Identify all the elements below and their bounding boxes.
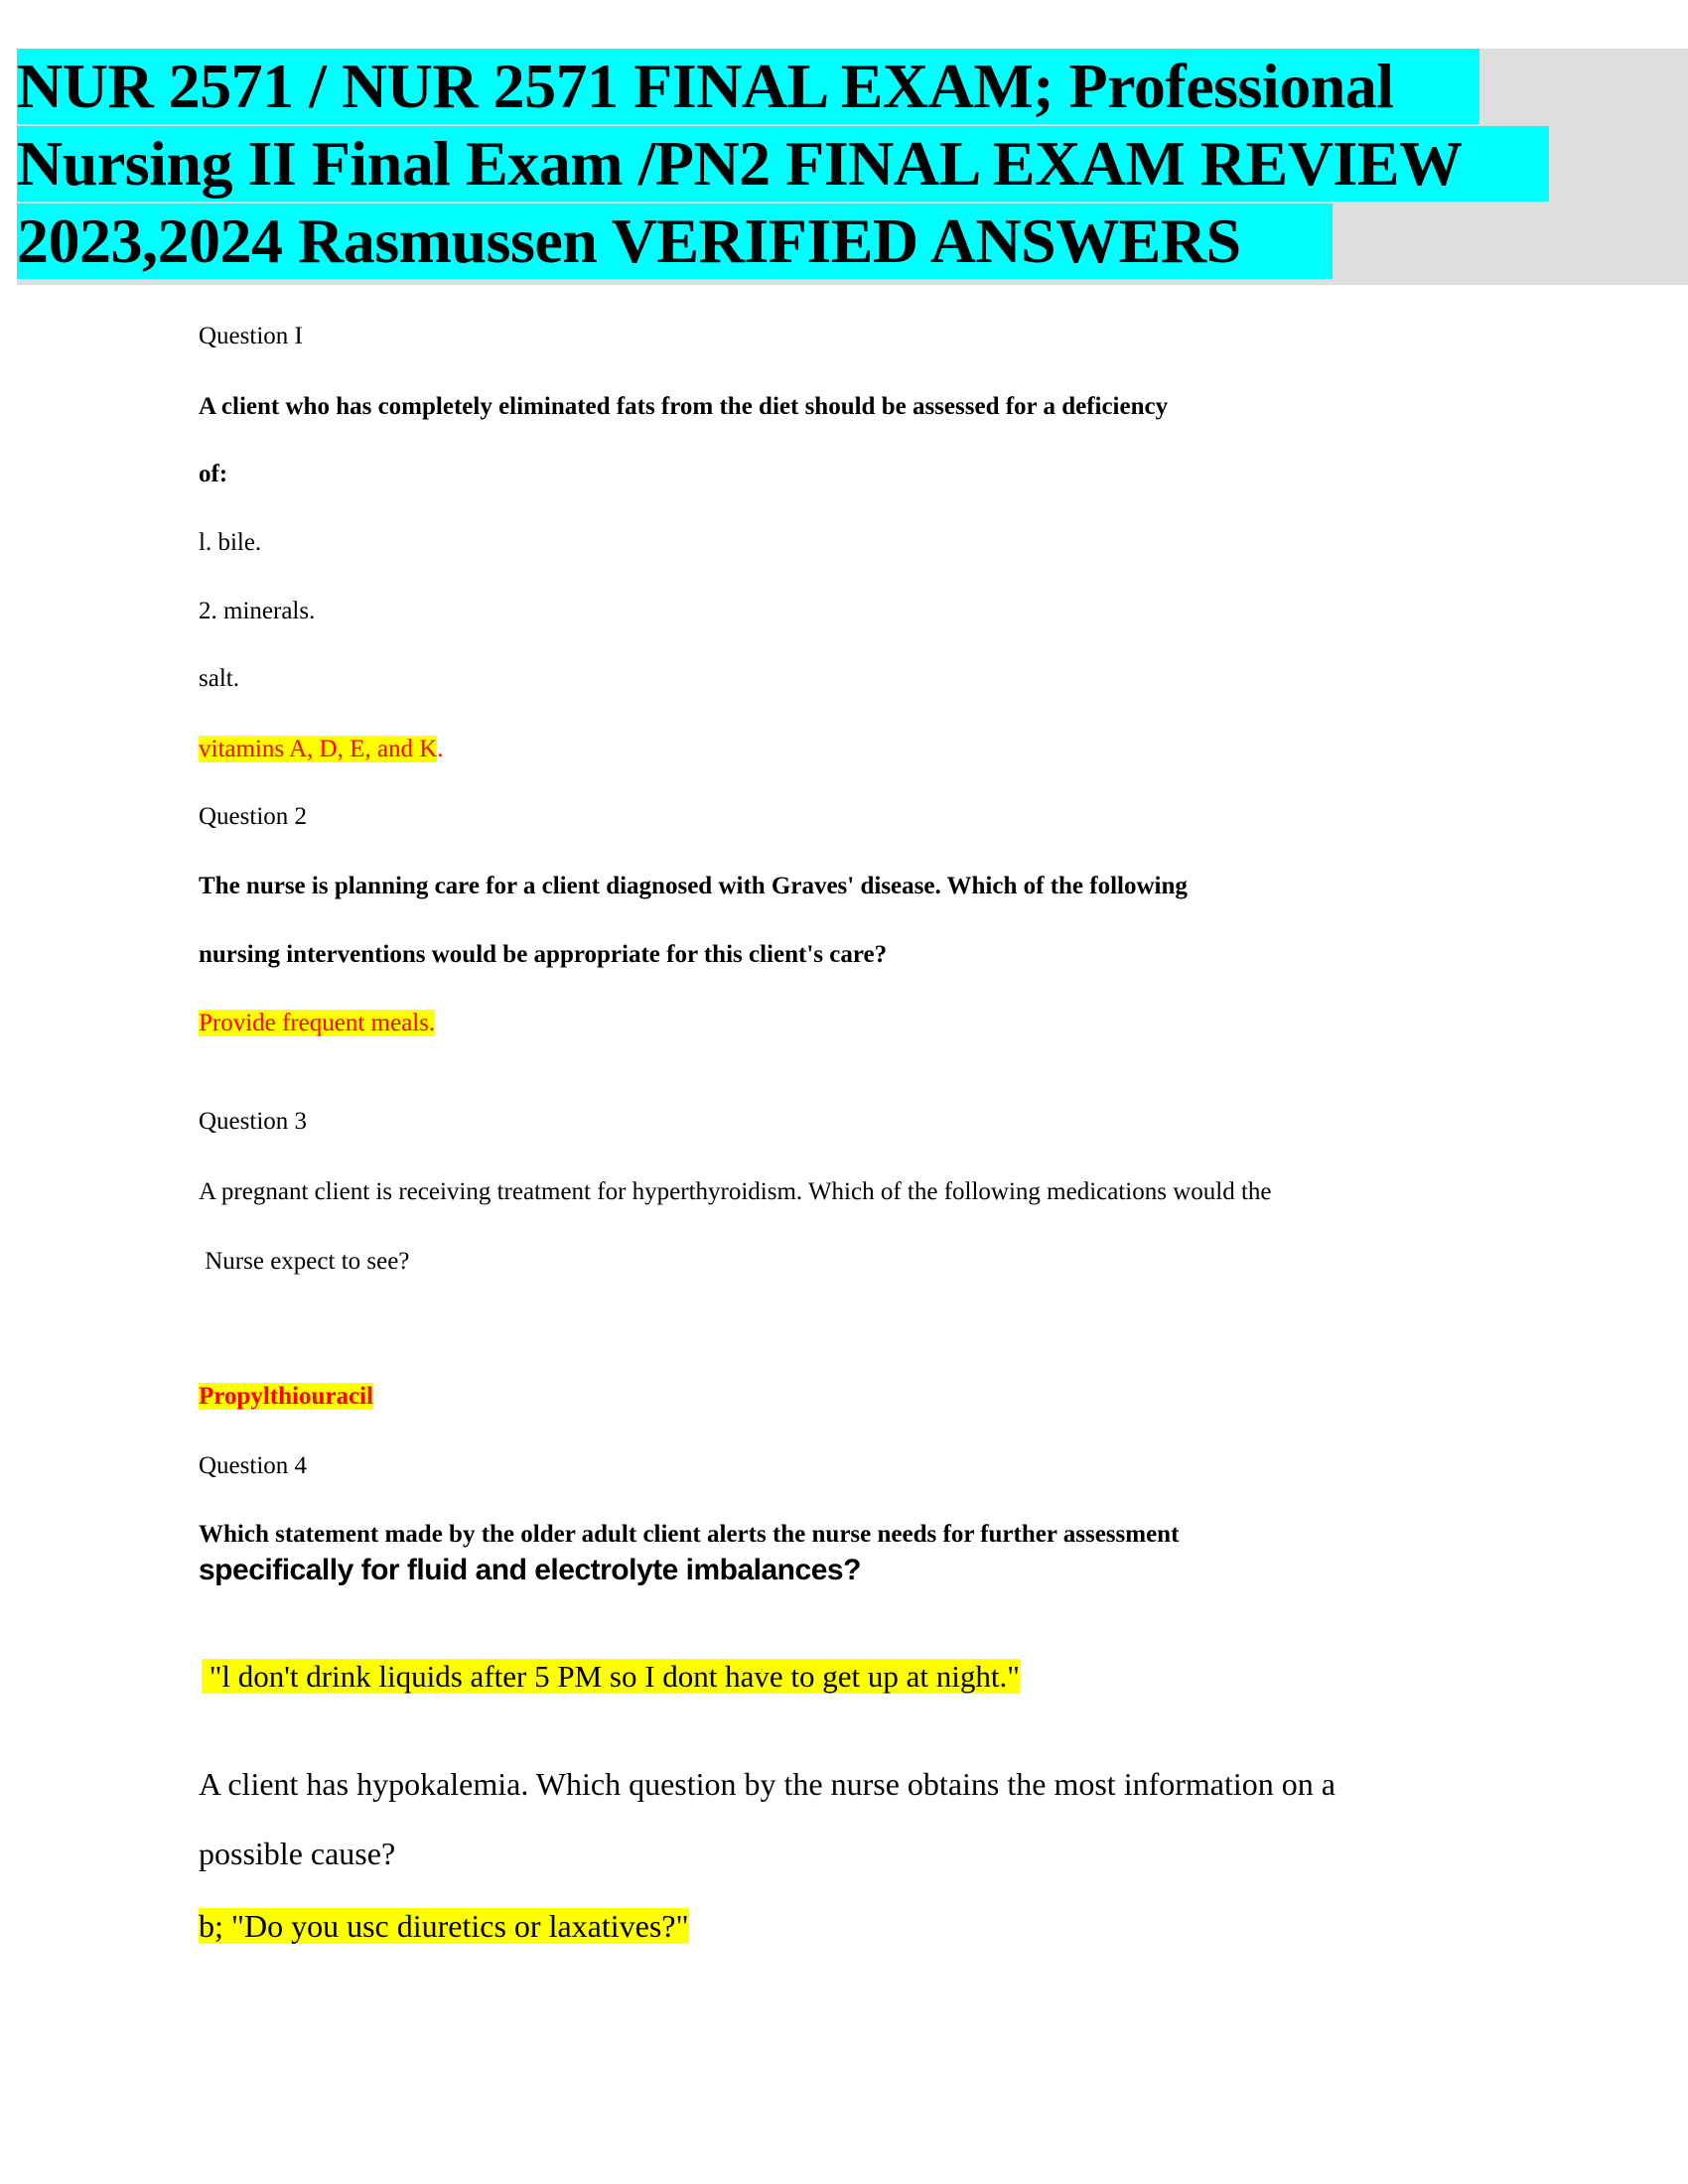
- question-1-label: Question I: [199, 323, 303, 349]
- question-4-stem-line-1: Which statement made by the older adult client alerts the nurse needs for further assessment: [199, 1521, 1180, 1548]
- question-1-stem-line-2: of:: [199, 461, 228, 487]
- question-1-option-1: l. bile.: [199, 529, 262, 556]
- question-3-label: Question 3: [199, 1108, 308, 1135]
- document-title-line-2: Nursing II Final Exam /PN2 FINAL EXAM REVIEW: [17, 126, 1549, 202]
- question-1-answer-text: vitamins A, D, E, and K: [199, 736, 438, 762]
- question-2-answer: Provide frequent meals.: [199, 1010, 436, 1036]
- question-2-stem-line-1: The nurse is planning care for a client diagnosed with Graves' disease. Which of the following: [199, 873, 1188, 899]
- question-2-label: Question 2: [199, 803, 308, 830]
- question-5-answer: b; "Do you usc diuretics or laxatives?": [199, 1908, 689, 1944]
- question-1-stem-line-1: A client who has completely eliminated fats from the diet should be assessed for a deficiency: [199, 393, 1169, 420]
- question-3-stem-line-2: Nurse expect to see?: [199, 1248, 410, 1275]
- question-3-answer: Propylthiouracil: [199, 1383, 373, 1410]
- document-title-line-3: 2023,2024 Rasmussen VERIFIED ANSWERS: [17, 204, 1333, 279]
- document-title-line-1: NUR 2571 / NUR 2571 FINAL EXAM; Professional: [17, 49, 1479, 124]
- question-1-answer: [199, 735, 444, 764]
- question-5-stem-line-1: A client has hypokalemia. Which question by the nurse obtains the most information on a: [199, 1766, 1336, 1802]
- question-5-stem-line-2: possible cause?: [199, 1836, 396, 1871]
- question-4-stem-line-2: specifically for fluid and electrolyte imbalances?: [199, 1554, 861, 1586]
- question-3-stem-line-1: A pregnant client is receiving treatment for hyperthyroidism. Which of the following medications would the: [199, 1178, 1272, 1205]
- question-1-option-2: 2. minerals.: [199, 598, 316, 624]
- question-1-answer-suffix: .: [437, 736, 444, 762]
- question-4-label: Question 4: [199, 1452, 308, 1479]
- question-1-option-3: salt.: [199, 665, 239, 692]
- question-4-answer: "l don't drink liquids after 5 PM so I dont have to get up at night.": [202, 1659, 1020, 1694]
- question-2-stem-line-2: nursing interventions would be appropriate for this client's care?: [199, 941, 888, 968]
